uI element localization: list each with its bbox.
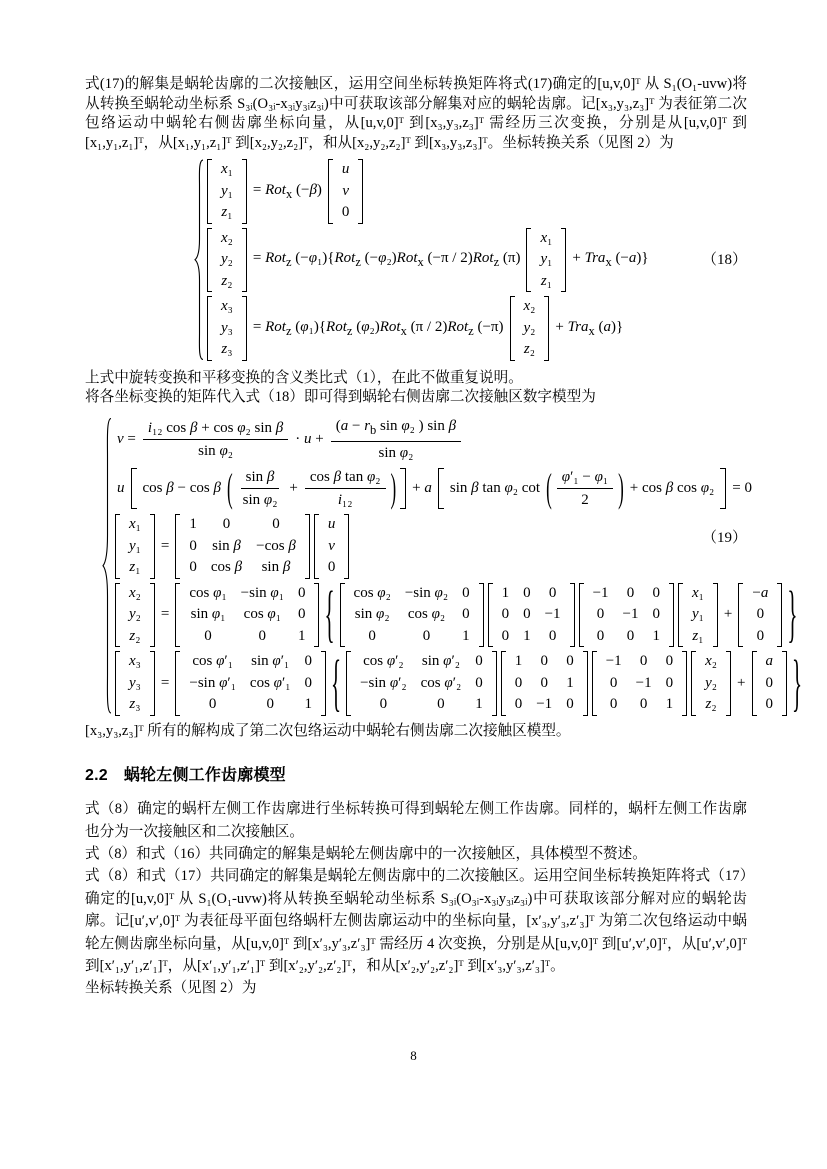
fraction-numerator: i₁₂ cos β + cos φ₂ sin β (143, 418, 288, 440)
column-vector-uv0: u v 0 (314, 514, 350, 579)
equation-19 (101, 414, 803, 719)
eq19-line-u (113, 465, 805, 512)
eq18-row-1 (205, 157, 653, 226)
eq19-u-term3: sin β tan φ₂ cot (449, 480, 541, 497)
big-right-paren: ) (618, 465, 624, 510)
column-vector-x3y3z3: x₃ y₃ z₃ (115, 651, 155, 716)
plus-sign: + (737, 674, 746, 691)
plus-sign: + (289, 480, 298, 497)
system-brace-icon (101, 414, 113, 718)
big-left-brace: { (331, 645, 342, 719)
fraction (143, 418, 288, 461)
eq18-row2-transform: = Rot$_z$ (−φ₁){Rot$_z$ (−φ₂)Rot$_x$ (−π / 2)Rot$_z$ (π) (252, 250, 521, 270)
section-title: 蜗轮左侧工作齿廓模型 (123, 767, 286, 785)
rotation-matrix-phi1: cos φ₁ −sin φ₁ 0 sin φ₁ cos φ₁ 0 0 0 1 (175, 583, 319, 648)
big-left-paren: ( (226, 465, 233, 510)
big-left-bracket (438, 468, 444, 509)
fraction-numerator: sin β (241, 467, 280, 489)
paragraph-coordinate-relation: 坐标转换关系（见图 2）为 (85, 980, 257, 997)
reflection-matrix: −1 0 0 0 −1 0 0 0 1 (579, 583, 674, 648)
equation-18 (193, 157, 747, 363)
eq19-u-lead: u (117, 480, 125, 497)
column-vector-x2y2z2: x₂ y₂ z₂ (510, 296, 550, 361)
column-vector-x2y2z2: x₂ y₂ z₂ (691, 651, 731, 716)
fraction (331, 416, 461, 463)
eq19-v-lead: v = (117, 431, 136, 448)
eq18-row-3 (205, 294, 653, 363)
translation-vector-pos-a: a 0 0 (752, 651, 788, 716)
plus-sign: + (723, 606, 733, 623)
permutation-matrix: 1 0 0 0 0 −1 0 1 0 (488, 583, 575, 648)
eq19-line-v (113, 414, 805, 465)
equals-sign: = (160, 606, 170, 623)
fraction-numerator: φ′₁ − φ₁ (557, 467, 613, 489)
big-right-paren: ) (390, 465, 397, 510)
big-right-bracket (720, 468, 726, 509)
big-left-bracket (131, 468, 137, 509)
eq18-row-2 (205, 226, 653, 295)
equals-zero: = 0 (732, 480, 752, 497)
column-vector-x3y3z3: x₃ y₃ z₃ (207, 296, 247, 361)
rotation-matrix-phi2: cos φ₂ −sin φ₂ 0 sin φ₂ cos φ₂ 0 0 0 1 (340, 583, 484, 648)
paragraph-left-profile-intro: 式（8）确定的蜗杆左侧工作齿廓进行坐标转换可得到蜗轮左侧工作齿廓。同样的，蜗杆左侧工作齿廓也分为一次接触区和二次接触区。 (85, 801, 747, 840)
big-right-bracket (400, 468, 406, 509)
fraction-denominator: sin φ₂ (242, 492, 278, 509)
column-vector-x2y2z2: x₂ y₂ z₂ (207, 228, 247, 293)
equation-19-body (113, 414, 805, 718)
eq18-row3-translation: + Tra$_x$ (a)} (555, 318, 624, 338)
fraction-denominator: sin φ₂ (198, 443, 233, 460)
eq19-v-mid: · u + (295, 431, 324, 448)
rotation-matrix-phi1-prime: cos φ′₁ sin φ′₁ 0 −sin φ′₁ cos φ′₁ 0 0 0 1 (175, 651, 326, 716)
eq19-u-term1: cos β − cos β (142, 480, 221, 497)
big-left-paren: ( (546, 465, 552, 510)
equals-sign: = (160, 674, 170, 691)
big-left-brace: { (324, 576, 335, 650)
paragraph-second-contact-zone: 式（8）和式（17）共同确定的解集是蜗轮左侧齿廓中的二次接触区。运用空间坐标转换矩阵将式（17）确定的[u,v,0]ᵀ 从 S₁(O₁-uvw)将从转换至蜗轮动坐标系 S₃ᵢ(O₃ᵢ-x₃ᵢy₃ᵢz₃ᵢ)中可获取该部分解对应的蜗轮齿廓。记[u′,v′,0]ᵀ 为表征母平面包络蜗杆左侧齿廓运动中的坐标向量，[x′₃,y′₃,z′₃]ᵀ 为第二次包络运动中蜗轮左侧齿廓坐标向量，从[u,v,0]ᵀ 到[x′₃,y′₃,z′₃]ᵀ 需经历 4 次变换，分别是从[u,v,0]ᵀ 到[u′,v′,0]ᵀ，从[u′,v′,0]ᵀ 到[x′₁,y′₁,z′₁]ᵀ，从[x′₁,y′₁,z′₁]ᵀ 到[x′₂,y′₂,z′₂]ᵀ，和从[x′₂,y′₂,z′₂]ᵀ 到[x′₃,y′₃,z′₃]ᵀ。 (85, 868, 747, 974)
eq19-line-matrix3 (113, 645, 805, 719)
rotation-matrix-phi2-prime: cos φ′₂ sin φ′₂ 0 −sin φ′₂ cos φ′₂ 0 0 0 1 (346, 651, 497, 716)
column-vector-x2y2z2: x₂ y₂ z₂ (115, 583, 155, 648)
section-heading-2-2 (85, 762, 747, 785)
fraction-denominator: sin φ₂ (378, 445, 414, 462)
translation-vector-neg-a: −a 0 0 (738, 583, 782, 648)
fraction-denominator: i₁₂ (337, 492, 353, 509)
paragraph-right-profile-intro: 式(17)的解集是蜗轮齿廓的二次接触区，运用空间坐标转换矩阵将式(17)确定的[u,v,0]ᵀ 从 S₁(O₁-uvw)将从转换至蜗轮动坐标系 S₃ᵢ(O₃ᵢ-x₃ᵢy₃ᵢz₃ᵢ)中可获取该部分解集对应的蜗轮齿廓。记[x₃,y₃,z₃]ᵀ 为表征第二次包络运动中蜗轮右侧齿廓坐标向量，从[u,v,0]ᵀ 到[x₃,y₃,z₃]ᵀ 需经历三次变换，分别是从[u,v,0]ᵀ 到[x₁,y₁,z₁]ᵀ，从[x₁,y₁,z₁]ᵀ 到[x₂,y₂,z₂]ᵀ，和从[x₂,y₂,z₂]ᵀ 到[x₃,y₃,z₃]ᵀ。坐标转换关系（见图 2）为 (85, 76, 747, 151)
page-number: 8 (410, 1048, 417, 1063)
eq19-u-term4: + cos β cos φ₂ (629, 480, 715, 497)
fraction-denominator: 2 (581, 492, 589, 509)
big-right-brace: } (792, 645, 803, 719)
equals-sign: = (160, 537, 170, 554)
fraction (238, 467, 283, 510)
paragraph-first-contact-zone: 式（8）和式（16）共同确定的解集是蜗轮左侧齿廓中的一次接触区，具体模型不赘述。 (85, 845, 647, 862)
eq19-u-term2: + a (412, 480, 432, 497)
paragraph-transform-note: 上式中旋转变换和平移变换的含义类比式（1），在此不做重复说明。 (85, 369, 523, 386)
column-vector-uv0: u v 0 (328, 159, 364, 224)
eq18-row2-translation: + Tra$_x$ (−a)} (572, 250, 649, 270)
section-number: 2.2 (85, 767, 108, 785)
column-vector-x1y1z1: x₁ y₁ z₁ (115, 514, 155, 579)
equation-19-number: （19） (701, 530, 747, 547)
eq18-row3-transform: = Rot$_z$ (φ₁){Rot$_z$ (φ₂)Rot$_x$ (π / 2)Rot$_z$ (−π) (252, 318, 504, 338)
equation-18-number: （18） (701, 251, 747, 268)
reflection-matrix: −1 0 0 0 −1 0 0 0 1 (592, 651, 687, 716)
eq18-row1-operator: = Rot$_x$ (−β) (252, 181, 322, 201)
page-content (85, 75, 803, 1000)
big-right-brace: } (787, 576, 798, 650)
column-vector-x1y1z1: x₁ y₁ z₁ (678, 583, 718, 648)
rotation-matrix-beta: 1 0 0 0 sin β −cos β 0 cos β sin β (175, 514, 309, 579)
column-vector-x1y1z1: x₁ y₁ z₁ (207, 159, 247, 224)
paragraph-model-intro: 将各坐标变换的矩阵代入式（18）即可得到蜗轮右侧齿廓二次接触区数字模型为 (85, 389, 596, 406)
column-vector-x1y1z1: x₁ y₁ z₁ (526, 228, 566, 293)
equation-18-body (205, 157, 653, 363)
fraction (305, 467, 386, 510)
fraction-numerator: cos β tan φ₂ (305, 467, 386, 489)
eq19-line-matrix2 (113, 576, 805, 650)
fraction (557, 467, 613, 510)
paragraph-right-profile-conclusion: [x₃,y₃,z₃]ᵀ 所有的解构成了第二次包络运动中蜗轮右侧齿廓二次接触区模型。 (85, 722, 571, 739)
permutation-matrix: 1 0 0 0 0 1 0 −1 0 (501, 651, 588, 716)
system-brace-icon (193, 157, 205, 363)
fraction-numerator: ($a - r_b$ sin φ₂ ) sin β (331, 416, 461, 442)
